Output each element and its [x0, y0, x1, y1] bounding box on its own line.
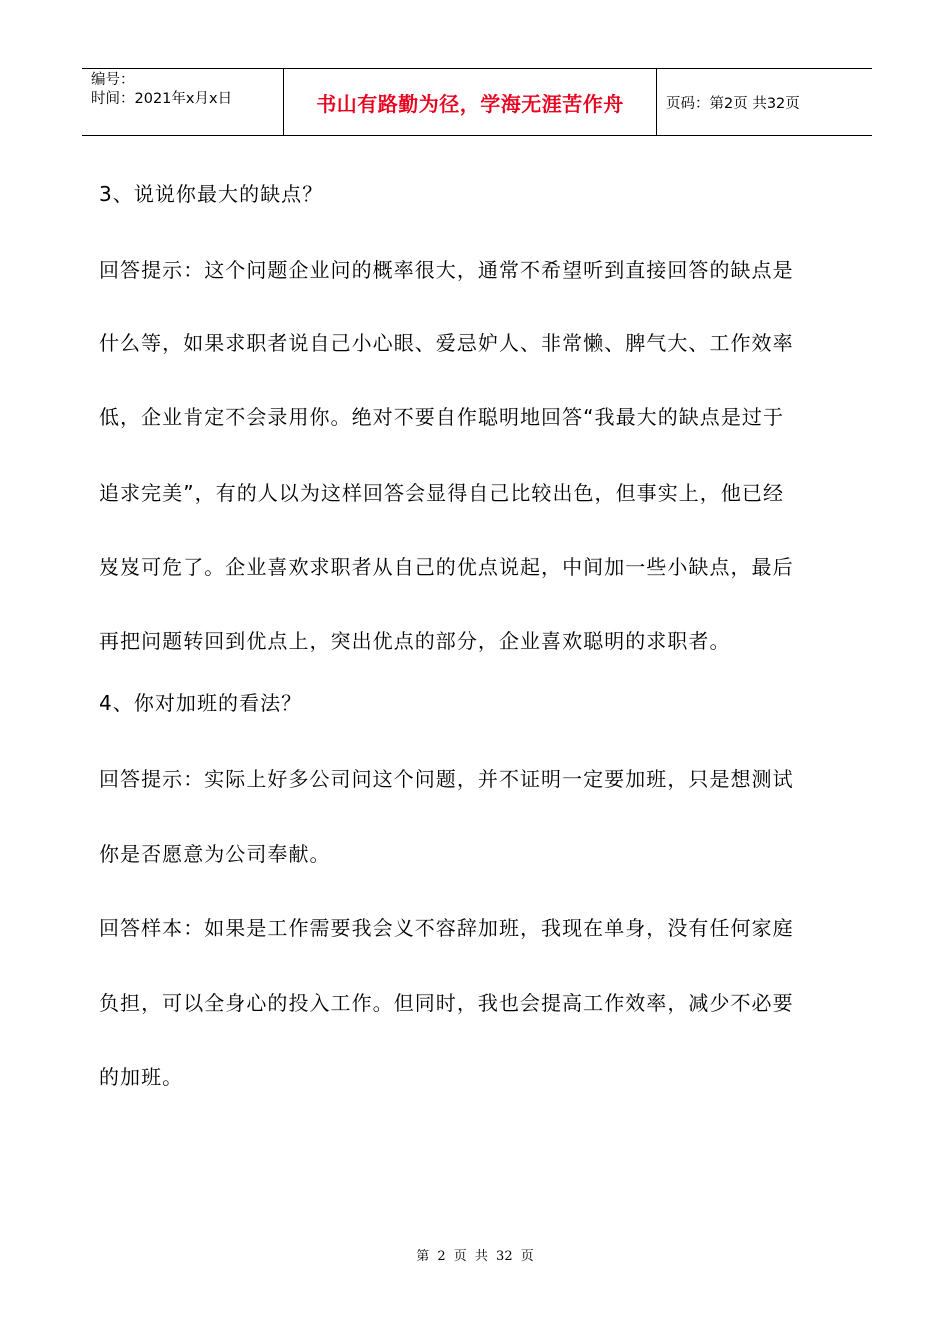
paragraph-line: 回答样本：如果是工作需要我会义不容辞加班，我现在单身，没有任何家庭 — [99, 916, 794, 940]
paragraph-line: 低，企业肯定不会录用你。绝对不要自作聪明地回答“我最大的缺点是过于 — [99, 405, 785, 429]
footer-page-number: 第 2 页 共 32 页 — [416, 1249, 534, 1264]
paragraph-line: 再把问题转回到优点上，突出优点的部分，企业喜欢聪明的求职者。 — [99, 629, 731, 653]
paragraph-line: 回答提示：这个问题企业问的概率很大，通常不希望听到直接回答的缺点是 — [99, 258, 794, 282]
question-heading: 3、说说你最大的缺点？ — [99, 182, 324, 206]
paragraph-line: 的加班。 — [99, 1065, 184, 1089]
page-info-text: 页码：第2页 共32页 — [666, 95, 800, 112]
header-meta-cell — [82, 69, 284, 135]
motto-text: 书山有路勤为径，学海无涯苦作舟 — [316, 91, 624, 116]
paragraph-line: 负担，可以全身心的投入工作。但同时，我也会提高工作效率，减少不必要 — [99, 991, 794, 1015]
page-footer — [0, 1245, 950, 1264]
page-info-cell — [657, 69, 872, 135]
date-label: 时间：2021年x月x日 — [91, 91, 233, 107]
page-header-table — [82, 68, 872, 136]
question-heading: 4、你对加班的看法？ — [99, 691, 303, 715]
serial-number-label: 编号： — [91, 72, 135, 88]
paragraph-line: 岌岌可危了。企业喜欢求职者从自己的优点说起，中间加一些小缺点，最后 — [99, 555, 794, 579]
paragraph-line: 什么等，如果求职者说自己小心眼、爱忌妒人、非常懒、脾气大、工作效率 — [99, 331, 794, 355]
motto-cell — [284, 69, 657, 135]
paragraph-line: 你是否愿意为公司奉献。 — [99, 842, 331, 866]
paragraph-line: 回答提示：实际上好多公司问这个问题，并不证明一定要加班，只是想测试 — [99, 767, 794, 791]
paragraph-line: 追求完美”，有的人以为这样回答会显得自己比较出色，但事实上，他已经 — [99, 481, 785, 505]
